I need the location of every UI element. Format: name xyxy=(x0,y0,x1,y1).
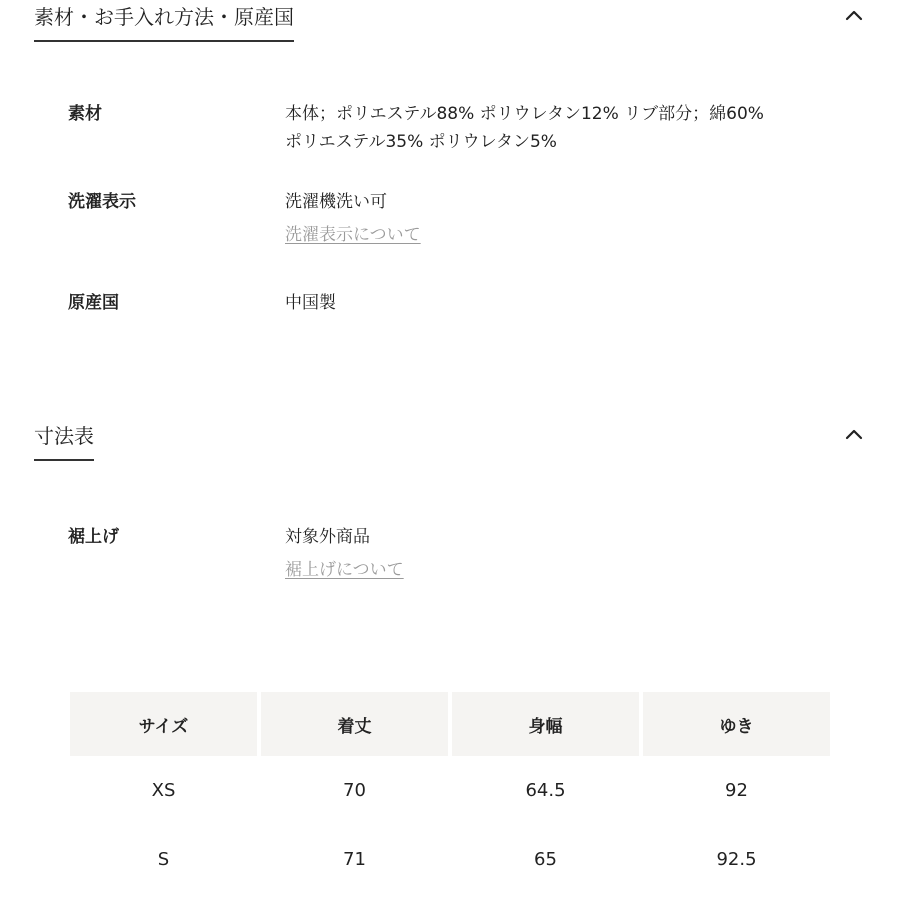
header-width: 身幅 xyxy=(452,692,639,756)
spec-value-care xyxy=(285,188,845,248)
size-section-header[interactable] xyxy=(34,421,866,465)
table-row xyxy=(70,825,830,894)
cell-sleeve: 92 xyxy=(725,780,748,801)
origin-value: 中国製 xyxy=(285,293,336,313)
materials-section-title: 素材・お手入れ方法・原産国 xyxy=(34,2,294,42)
cell-length: 71 xyxy=(343,849,366,870)
hem-info-link[interactable]: 裾上げについて xyxy=(285,560,404,580)
cell-sleeve: 92.5 xyxy=(716,849,757,870)
care-value: 洗濯機洗い可 xyxy=(285,192,387,212)
spec-label-material: 素材 xyxy=(68,104,102,124)
cell-size: S xyxy=(157,849,170,870)
cell-size: XS xyxy=(151,780,176,801)
cell-width: 64.5 xyxy=(525,780,566,801)
spec-label-origin: 原産国 xyxy=(68,293,119,313)
header-size: サイズ xyxy=(70,692,257,756)
cell-length: 70 xyxy=(343,780,366,801)
materials-section-header[interactable] xyxy=(34,2,866,46)
material-line-2: ポリエステル35% ポリウレタン5% xyxy=(285,132,557,152)
size-table xyxy=(66,692,834,894)
spec-value-material xyxy=(285,100,845,156)
chevron-up-icon[interactable] xyxy=(842,423,866,447)
chevron-up-icon[interactable] xyxy=(842,4,866,28)
header-sleeve: ゆき xyxy=(643,692,830,756)
size-table-header-row xyxy=(70,692,830,756)
spec-value-hem xyxy=(285,523,845,583)
header-length: 着丈 xyxy=(261,692,448,756)
size-section-title: 寸法表 xyxy=(34,421,94,461)
spec-label-care: 洗濯表示 xyxy=(68,192,136,212)
spec-label-hem: 裾上げ xyxy=(68,527,119,547)
table-row xyxy=(70,756,830,825)
care-label-link[interactable]: 洗濯表示について xyxy=(285,225,421,245)
hem-value: 対象外商品 xyxy=(285,527,370,547)
material-line-1: 本体；ポリエステル88% ポリウレタン12% リブ部分；綿60% xyxy=(285,104,764,124)
cell-width: 65 xyxy=(534,849,557,870)
spec-value-origin xyxy=(285,289,845,317)
